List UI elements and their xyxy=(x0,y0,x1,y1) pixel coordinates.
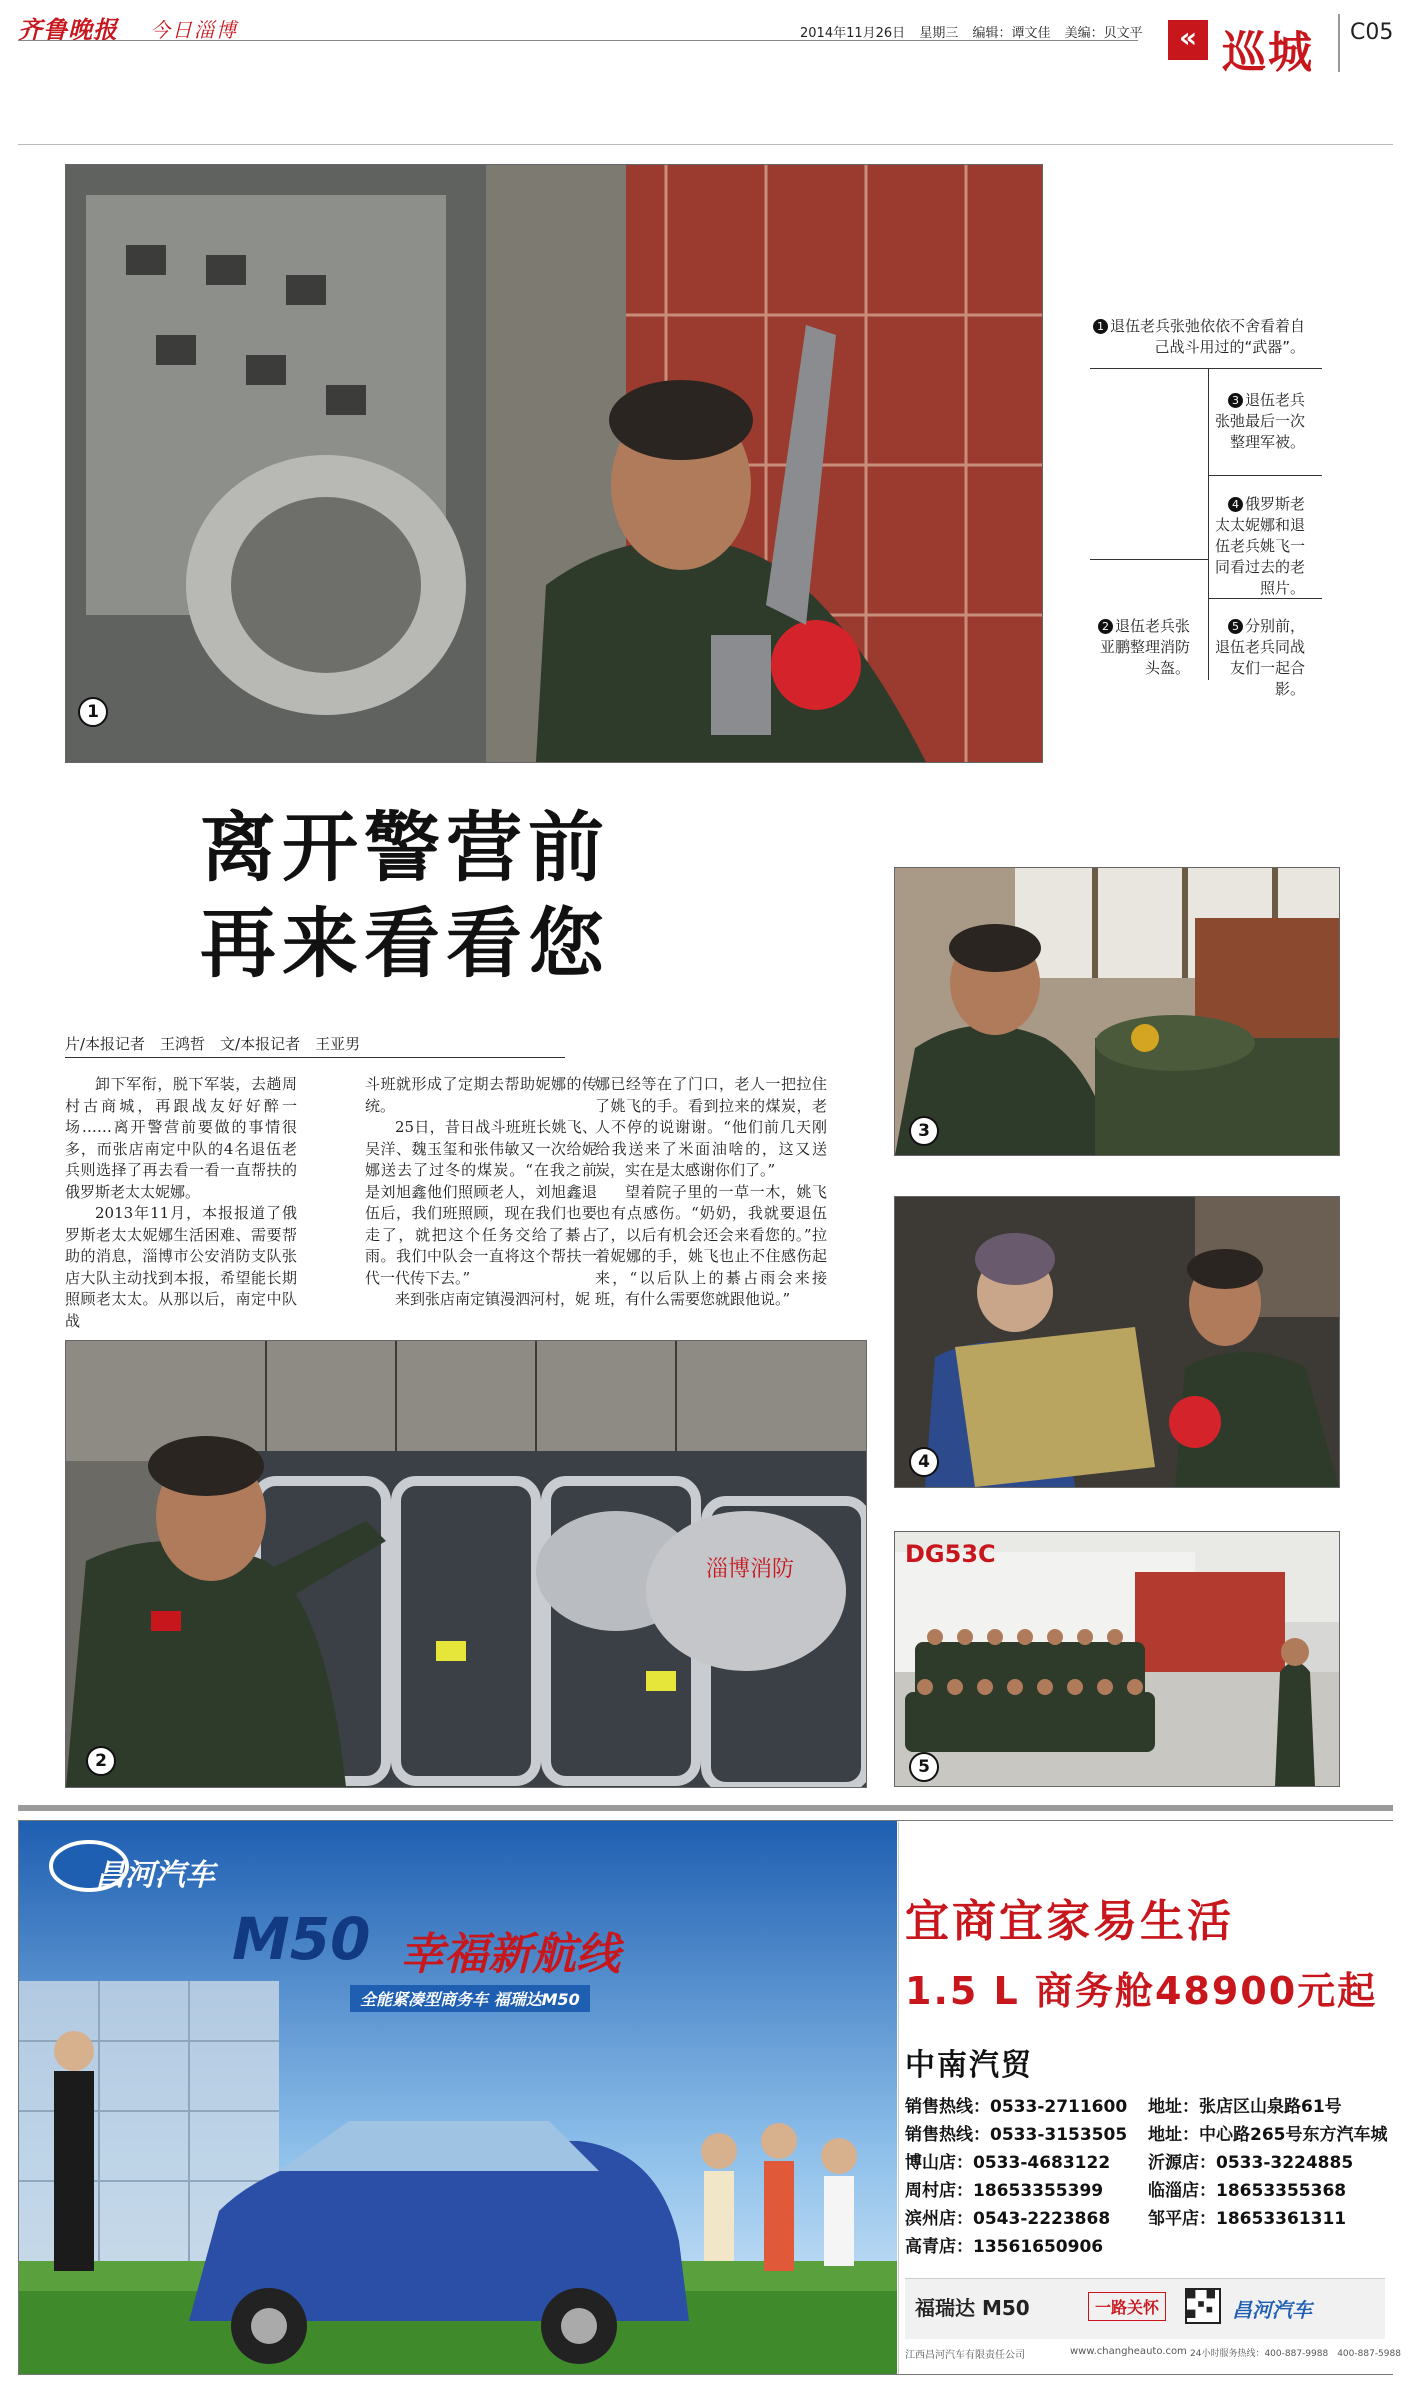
article-paragraph: 望着院子里的一草一木，姚飞也有点感伤。“奶奶，我就要退伍了，以后有机会还会来看您的。”拉着妮娜的手，姚飞也止不住感伤起来，“以后队上的綦占雨会来接班，有什么需要您就跟他说。” xyxy=(595,1182,827,1308)
photo-3-folding-quilt xyxy=(894,867,1340,1156)
issue-date: 2014年11月26日 xyxy=(800,26,906,41)
photo-4-old-photos xyxy=(894,1196,1340,1488)
photo-5-number: 5 xyxy=(909,1752,939,1782)
caption-4: 4 俄罗斯老太太妮娜和退伍老兵姚飞一同看过去的老照片。 xyxy=(1215,495,1306,597)
photo-2-number: 2 xyxy=(86,1746,116,1776)
ad-subtitle: 全能紧凑型商务车 福瑞达M50 xyxy=(350,1985,590,2012)
byline: 片/本报记者 王鸿哲 文/本报记者 王亚男 xyxy=(65,1035,361,1053)
photo-2-helmet-rack xyxy=(65,1340,867,1788)
ad-price: 1.5 L 商务舱48900元起 xyxy=(905,1969,1378,2013)
issue-editor: 编辑：谭文佳 xyxy=(972,26,1051,41)
ad-contact-line: 博山店：0533-4683122 xyxy=(905,2153,1111,2173)
caption-3: 3 退伍老兵张弛最后一次整理军被。 xyxy=(1215,391,1306,451)
ad-contact-line: 临淄店：18653355368 xyxy=(1148,2181,1347,2201)
article-paragraph: 2013年11月，本报报道了俄罗斯老太太妮娜生活困难、需要帮助的消息，淄博市公安消防支队张店大队主动找到本报，希望能长期照顾老太太。从那以后，南定中队战 xyxy=(65,1204,297,1330)
ad-footer-logo: 昌河汽车 xyxy=(1232,2298,1312,2322)
ad-footer-company: 江西昌河汽车有限责任公司 xyxy=(905,2350,1025,2361)
photo-1-number: 1 xyxy=(78,697,108,727)
ad-brand-logo: 昌河汽车 xyxy=(95,1858,215,1893)
ad-tagline: 幸福新航线 xyxy=(400,1929,620,1980)
article-paragraph: 娜已经等在了门口，老人一把拉住了姚飞的手。看到拉来的煤炭，老人不停的说谢谢。“他们前几天刚给我送来了米面油啥的，这又送炭，实在是太感谢你们了。” xyxy=(595,1075,827,1179)
ad-footer-hotline: 24小时服务热线：400-887-9988 400-887-5988 xyxy=(1190,2349,1401,2359)
article-paragraph: 来到张店南定镇漫泗河村，妮 xyxy=(395,1290,591,1308)
photo-4-number: 4 xyxy=(909,1447,939,1477)
ad-footer-model: 福瑞达 M50 xyxy=(915,2296,1030,2320)
masthead-subtitle: 今日淄博 xyxy=(150,18,238,42)
ad-separator xyxy=(18,1805,1393,1811)
ad-contact-line: 地址：张店区山泉路61号 xyxy=(1148,2097,1342,2117)
ad-contact-line: 邹平店：18653361311 xyxy=(1148,2209,1347,2229)
caption-2: 2 退伍老兵张亚鹏整理消防头盔。 xyxy=(1099,617,1190,677)
truck-label: DG53C xyxy=(905,1540,996,1568)
article-column-1 xyxy=(65,1074,297,1332)
ad-footer-website: www.changheauto.com xyxy=(1070,2346,1187,2357)
issue-art-editor: 美编：贝文平 xyxy=(1064,26,1143,41)
ad-contact-line: 销售热线：0533-3153505 xyxy=(905,2125,1128,2145)
headline-line-2: 再来看看您 xyxy=(200,899,610,988)
ad-contact-line: 高青店：13561650906 xyxy=(905,2237,1104,2257)
caption-divider xyxy=(1090,368,1322,369)
issue-weekday: 星期三 xyxy=(919,26,959,41)
caption-divider xyxy=(1208,368,1209,680)
ad-visual xyxy=(19,1821,897,2374)
headline-line-1: 离开警营前 xyxy=(200,803,610,892)
ad-dealer: 中南汽贸 xyxy=(905,2048,1033,2083)
caption-1: 1 退伍老兵张弛依依不舍看着自己战斗用过的“武器”。 xyxy=(1090,316,1305,358)
ad-model-name: M50 xyxy=(232,1905,371,1973)
helmet-label: 淄博消防 xyxy=(706,1557,795,1582)
byline-rule xyxy=(65,1057,565,1058)
top-rule xyxy=(18,144,1393,145)
ad-slogan: 宜商宜家易生活 xyxy=(905,1896,1234,1947)
photo-5-group-photo xyxy=(894,1531,1340,1787)
article-paragraph: 斗班就形成了定期去帮助妮娜的传统。 xyxy=(365,1075,597,1115)
caption-divider xyxy=(1208,475,1322,476)
ad-contact-line: 地址：中心路265号东方汽车城 xyxy=(1148,2125,1388,2145)
article-paragraph: 卸下军衔，脱下军装，去趟周村古商城，再跟战友好好醉一场……离开警营前要做的事情很多，而张店南定中队的4名退伍老兵则选择了再去看一看一直帮扶的俄罗斯老太太妮娜。 xyxy=(65,1075,297,1201)
headline xyxy=(200,800,610,992)
qr-code-icon xyxy=(1185,2288,1221,2324)
caption-divider xyxy=(1090,559,1208,560)
article-column-3 xyxy=(595,1074,827,1311)
section-divider xyxy=(1338,14,1340,72)
page-number: C05 xyxy=(1350,20,1394,45)
caption-divider xyxy=(1208,598,1322,599)
photo-3-number: 3 xyxy=(909,1116,939,1146)
ad-contact-line: 销售热线：0533-2711600 xyxy=(905,2097,1128,2117)
masthead: 齐鲁晚报 xyxy=(18,15,118,44)
photo-1-firefighter-nozzle xyxy=(65,164,1043,763)
ad-contact-line: 周村店：18653355399 xyxy=(905,2181,1104,2201)
caption-5: 5 分别前，退伍老兵同战友们一起合影。 xyxy=(1215,617,1306,698)
section-name: 巡城 xyxy=(1222,27,1314,78)
issue-meta xyxy=(800,22,1143,41)
ad-footer-tag: 一路关怀 xyxy=(1088,2292,1166,2321)
ad-contact-line: 滨州店：0543-2223868 xyxy=(905,2209,1111,2229)
article-paragraph: 25日，昔日战斗班班长姚飞、吴洋、魏玉玺和张伟敏又一次给妮娜送去了过冬的煤炭。“在我之前是刘旭鑫他们照顾老人，刘旭鑫退伍后，我们班照顾，现在我们也要走了，就把这个任务交给了綦占雨。我们中队会一直将这个帮扶一代一代传下去。” xyxy=(365,1118,597,1287)
ad-contact-line: 沂源店：0533-3224885 xyxy=(1148,2153,1354,2173)
section-mark-icon: « xyxy=(1168,20,1208,60)
article-column-2 xyxy=(365,1074,597,1311)
